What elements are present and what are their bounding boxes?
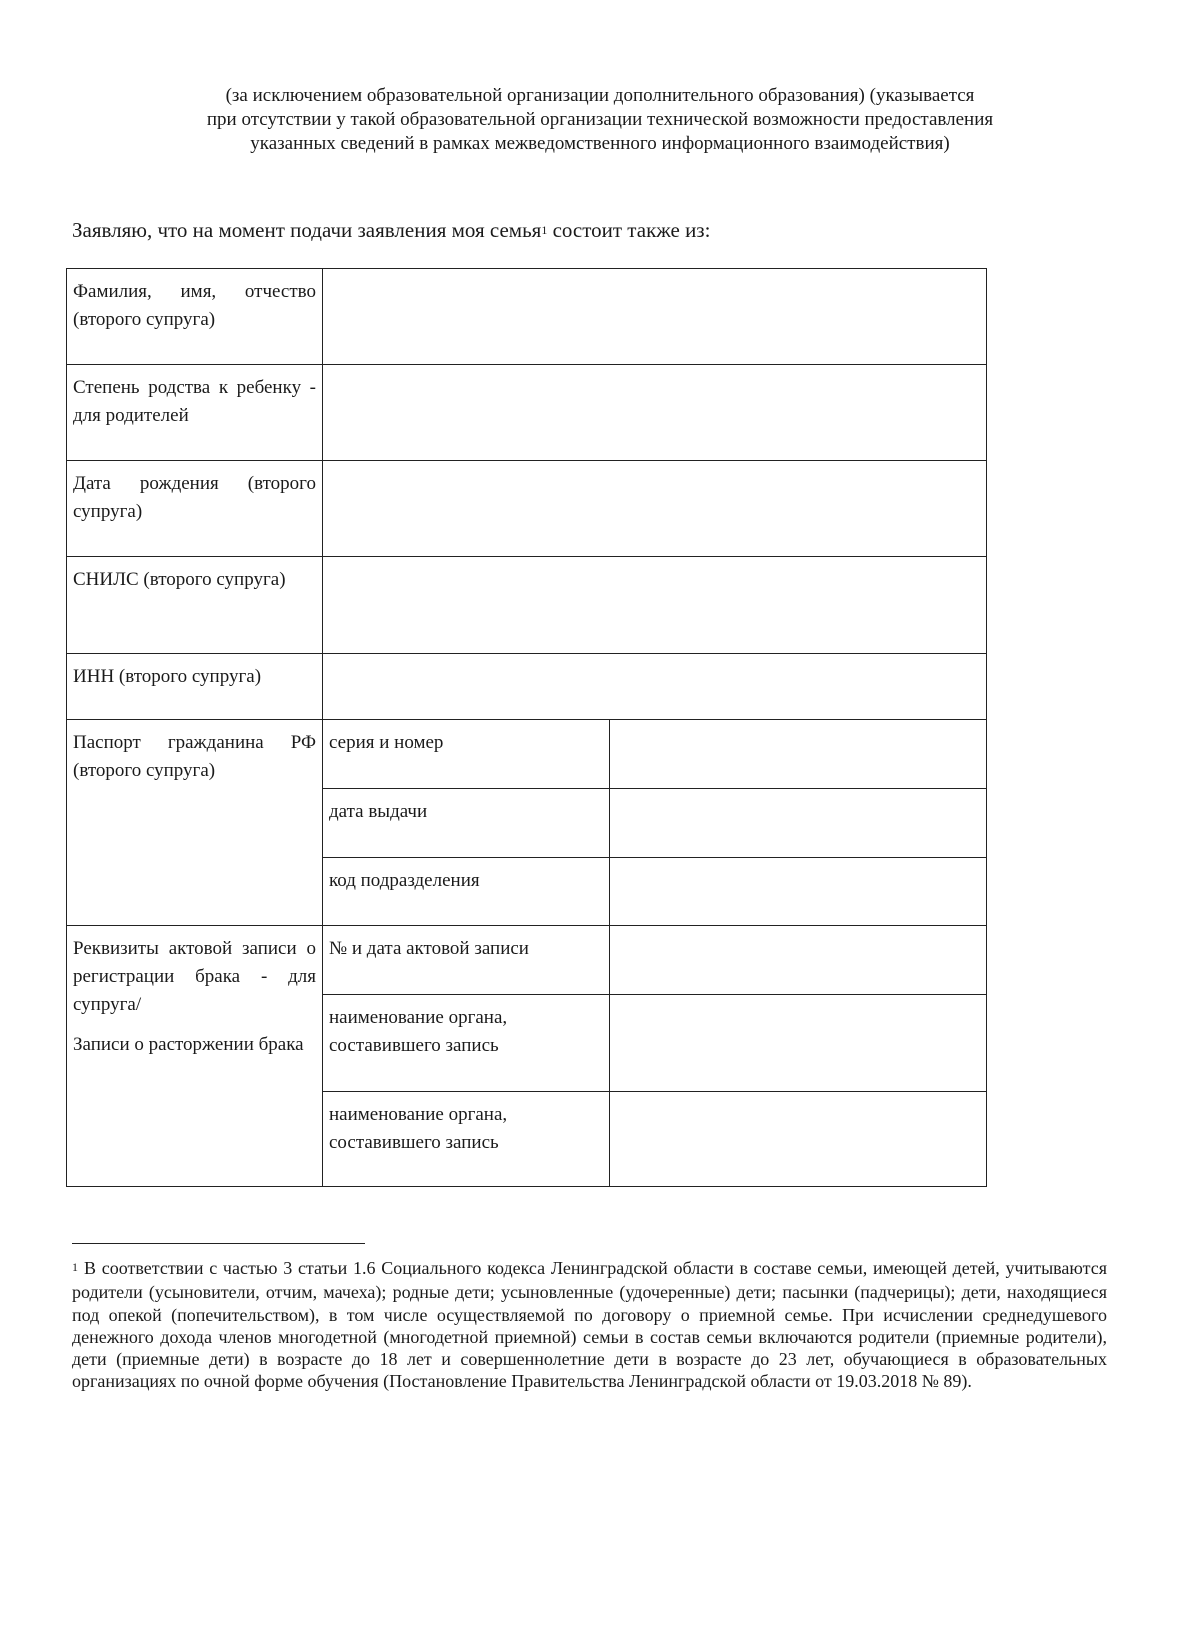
input-relation[interactable] [323, 365, 987, 461]
marriage-label-part2: Записи о расторжении брака [73, 1034, 304, 1055]
input-passport-number[interactable] [610, 720, 987, 789]
input-birth-date[interactable] [323, 461, 987, 557]
label-relation: Степень родства к ребенку - для родителей [67, 365, 323, 461]
marriage-label-part1: Реквизиты актовой записи о регистрации брака - для супруга/ [73, 938, 316, 1015]
family-member-table [66, 268, 987, 1187]
label-inn: ИНН (второго супруга) [67, 654, 323, 720]
input-issuing-authority[interactable] [610, 995, 987, 1092]
footnote-reference: 1 [541, 223, 548, 237]
input-passport-division-code[interactable] [610, 858, 987, 926]
label-snils: СНИЛС (второго супруга) [67, 557, 323, 654]
label-passport-issue-date: дата выдачи [323, 789, 610, 858]
input-passport-issue-date[interactable] [610, 789, 987, 858]
header-line: при отсутствии у такой образовательной организации технической возможности предоставления [206, 109, 994, 130]
header-note [100, 84, 1100, 156]
table-row [67, 461, 987, 557]
table-row [67, 720, 987, 789]
input-fio[interactable] [323, 269, 987, 365]
footnote-number: 1 [72, 1260, 78, 1274]
input-inn[interactable] [323, 654, 987, 720]
intro-text: Заявляю, что на момент подачи заявления моя семья [72, 218, 542, 242]
intro-text-end: состоит также из: [547, 218, 711, 242]
table-row [67, 926, 987, 995]
label-passport-number: серия и номер [323, 720, 610, 789]
table-row [67, 654, 987, 720]
label-issuing-authority-2: наименование органа, составившего запись [323, 1092, 610, 1187]
label-issuing-authority: наименование органа, составившего запись [323, 995, 610, 1092]
label-marriage-record [67, 926, 323, 1187]
label-birth-date: Дата рождения (второго супруга) [67, 461, 323, 557]
footnote [72, 1257, 1107, 1393]
table-row [67, 365, 987, 461]
label-passport-division-code: код подразделения [323, 858, 610, 926]
label-passport: Паспорт гражданина РФ (второго супруга) [67, 720, 323, 926]
label-record-number-date: № и дата актовой записи [323, 926, 610, 995]
input-snils[interactable] [323, 557, 987, 654]
footnote-text: В соответствии с частью 3 статьи 1.6 Социального кодекса Ленинградской области в составе семьи, имеющей детей, учитываются родители (усыновители, отчим, мачеха); родные дети; усыновленные (удочеренные) дети; пасынки (падчерицы); дети, находящиеся под опекой (попечительством), в том числе осуществляемой по договору о приемной семье. При исчислении среднедушевого денежного дохода членов многодетной (многодетной приемной) семьи в состав семьи включаются родители (приемные родители), дети (приемные дети) в возрасте до 18 лет и совершеннолетние дети в возрасте до 23 лет, обучающиеся в образовательных организациях по очной форме обучения (Постановление Правительства Ленинградской области от 19.03.2018 № 89). [72, 1258, 1107, 1392]
intro-statement [72, 218, 710, 243]
header-line: указанных сведений в рамках межведомственного информационного взаимодействия) [250, 133, 950, 154]
input-issuing-authority-2[interactable] [610, 1092, 987, 1187]
table-row [67, 557, 987, 654]
footnote-divider [72, 1243, 365, 1244]
label-fio: Фамилия, имя, отчество (второго супруга) [67, 269, 323, 365]
table-row [67, 269, 987, 365]
header-line: (за исключением образовательной организации дополнительного образования) (указывается [225, 85, 975, 106]
input-record-number-date[interactable] [610, 926, 987, 995]
